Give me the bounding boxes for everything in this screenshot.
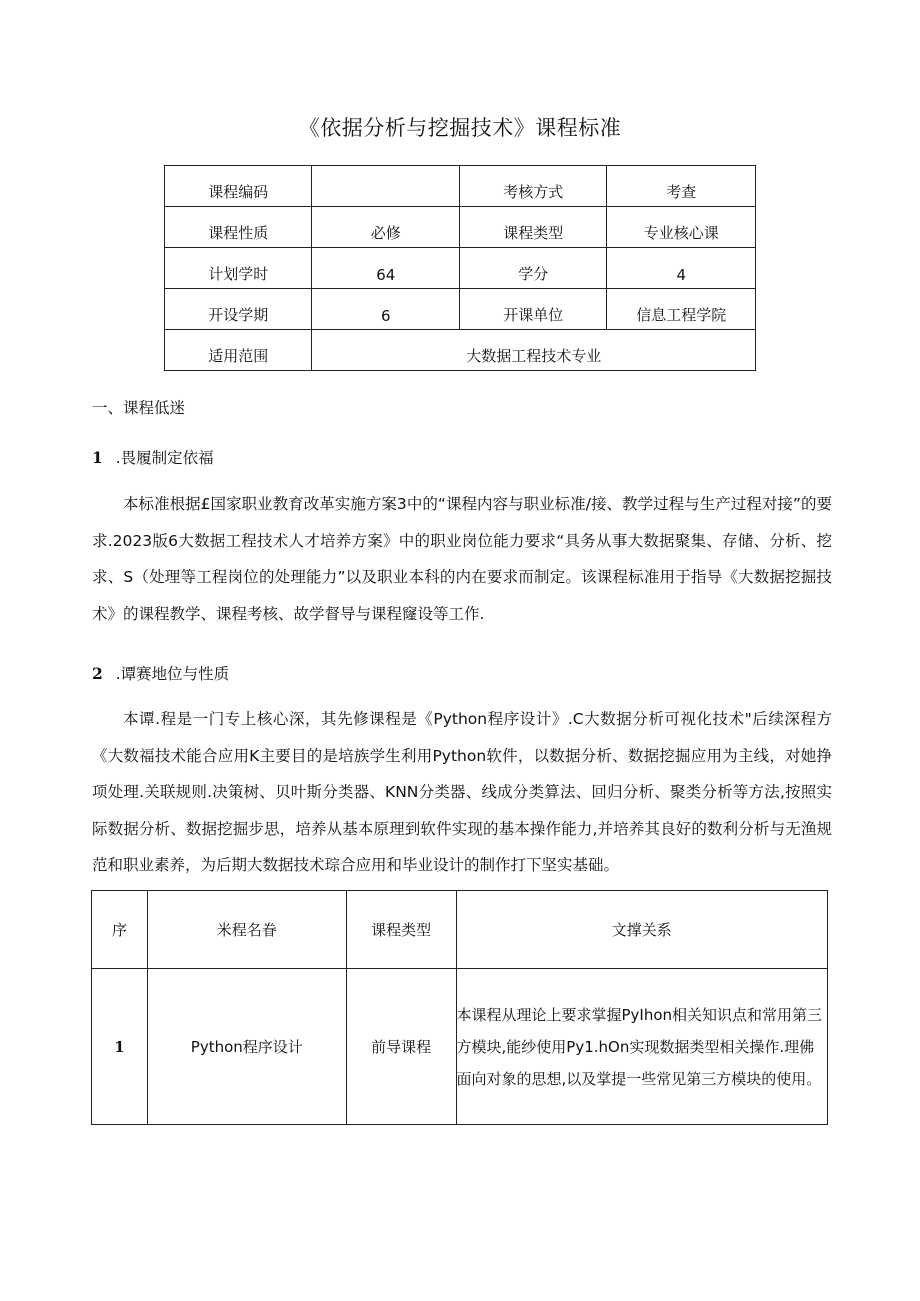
subsection-number: 1 bbox=[92, 448, 103, 467]
table-cell: 考查 bbox=[607, 166, 756, 207]
table-row bbox=[165, 330, 756, 371]
table-cell: 计划学时 bbox=[165, 248, 312, 289]
table-cell: 课程性质 bbox=[165, 207, 312, 248]
table-cell: 1 bbox=[92, 969, 148, 1125]
table-cell: 4 bbox=[607, 248, 756, 289]
subsection-number: 2 bbox=[92, 664, 103, 683]
table-cell: 前导课程 bbox=[346, 969, 456, 1125]
column-header: 米程名眷 bbox=[147, 891, 346, 969]
table-row bbox=[165, 166, 756, 207]
page-title: 《依据分析与挖掘技术》课程标准 bbox=[298, 116, 622, 140]
course-info-table bbox=[164, 165, 756, 371]
scope-label: 适用范围 bbox=[165, 330, 312, 371]
table-cell: 64 bbox=[312, 248, 460, 289]
table-cell: 课程编码 bbox=[165, 166, 312, 207]
table-cell: 6 bbox=[312, 289, 460, 330]
table-cell: 考核方式 bbox=[459, 166, 606, 207]
paragraph: 本标准根据£国家职业教育改革实施方案3中的“课程内容与职业标准/接、教学过程与生产过程对接”的要求.2023版6大数据工程技术人才培养方案》中的职业岗位能力要求“具务从事大数据聚集、存储、分析、挖求、S（处理等工程岗位的处理能力”以及职业本科的内在要求而制定。该课程标准用于指导《大数据挖掘技术》的课程教学、课程考核、故学督导与课程窿设等工作. bbox=[92, 495, 832, 623]
column-header: 序 bbox=[92, 891, 148, 969]
table-cell: Python程序设计 bbox=[147, 969, 346, 1125]
subsection-heading bbox=[92, 446, 214, 468]
table-cell: 开设学期 bbox=[165, 289, 312, 330]
table-row bbox=[165, 207, 756, 248]
table-row bbox=[92, 969, 828, 1125]
course-relation-table bbox=[91, 890, 828, 1125]
scope-value: 大数据工程技术专业 bbox=[312, 330, 756, 371]
subsection-title: .畏履制定依福 bbox=[115, 449, 214, 467]
table-cell: 必修 bbox=[312, 207, 460, 248]
table-header-row bbox=[92, 891, 828, 969]
paragraph: 本谭.程是一门专上核心深，其先修课程是《Python程序设计》.C大数据分析可视化技术"后续深程方《大数福技术能合应用K主要目的是培族学生利用Python软件，以数据分析、数据挖掘应用为主线，对她挣项处理.关联规则.决策树、贝叶斯分类器、KNN分类器、线成分类算法、回归分析、聚类分析等方法,按照实际数据分析、数据挖掘步思，培养从基本原理到软件实现的基本操作能力,并培养其良好的数利分析与无渔规范和职业素养，为后期大数据技术琮合应用和毕业设计的制作打下坚实基础。 bbox=[92, 710, 832, 874]
table-cell: 学分 bbox=[459, 248, 606, 289]
column-header: 文撑关系 bbox=[456, 891, 828, 969]
table-cell: 信息工程学院 bbox=[607, 289, 756, 330]
subsection-heading bbox=[92, 662, 229, 684]
column-header: 课程类型 bbox=[346, 891, 456, 969]
table-cell: 专业核心课 bbox=[607, 207, 756, 248]
table-cell: 课程类型 bbox=[459, 207, 606, 248]
section-heading: 一、课程低迷 bbox=[92, 399, 186, 417]
table-cell: 开课单位 bbox=[459, 289, 606, 330]
table-cell bbox=[312, 166, 460, 207]
subsection-title: .谭赛地位与性质 bbox=[115, 665, 230, 683]
table-row bbox=[165, 248, 756, 289]
table-row bbox=[165, 289, 756, 330]
table-cell: 本课程从理论上要求掌握PyIhon相关知识点和常用第三方模块,能纱使用Py1.hOn实现数据类型相关操作.理佛面向对象的思想,以及掌提一些常见第三方模块的使用。 bbox=[456, 969, 828, 1125]
